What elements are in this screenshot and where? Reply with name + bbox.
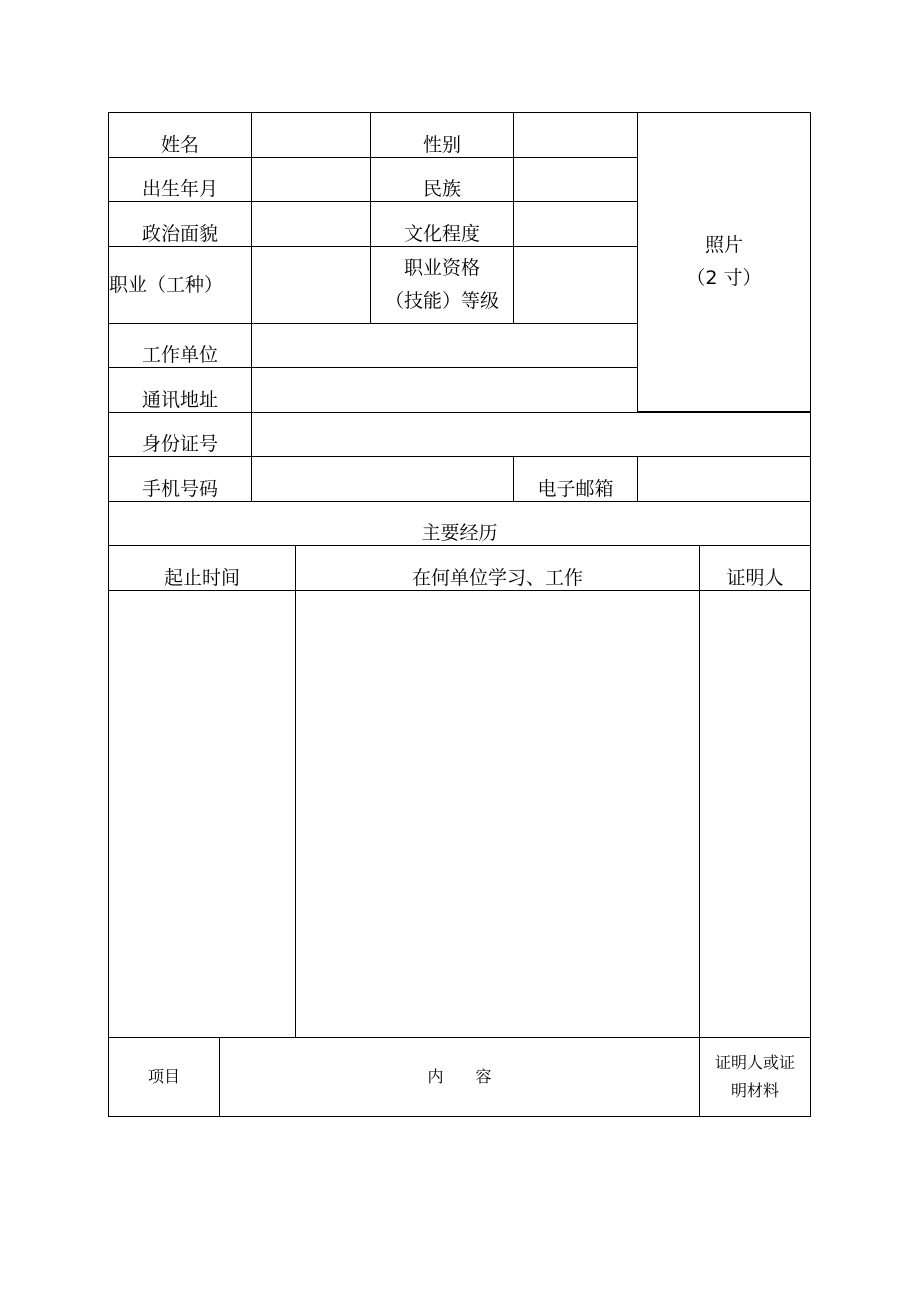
experience-section-title: 主要经历 — [108, 501, 811, 546]
political-label: 政治面貌 — [108, 201, 252, 247]
experience-period-field[interactable] — [108, 590, 296, 1038]
photo-box[interactable] — [637, 112, 811, 412]
email-field[interactable] — [637, 456, 811, 502]
gender-field[interactable] — [513, 112, 638, 158]
name-label: 姓名 — [108, 112, 252, 158]
qualification-label: 职业资格 （技能）等级 — [370, 246, 514, 324]
employer-label: 工作单位 — [108, 323, 252, 368]
address-label: 通讯地址 — [108, 367, 252, 413]
id-label: 身份证号 — [108, 412, 252, 457]
items-header-content: 内 容 — [219, 1037, 700, 1117]
items-header-item: 项目 — [108, 1037, 220, 1117]
experience-header-witness: 证明人 — [699, 545, 811, 591]
photo-size-label: （2 寸） — [686, 267, 762, 289]
political-field[interactable] — [251, 201, 371, 247]
education-field[interactable] — [513, 201, 638, 247]
occupation-label: 职业（工种） — [108, 246, 252, 324]
address-field[interactable] — [251, 367, 638, 413]
experience-header-where: 在何单位学习、工作 — [295, 545, 700, 591]
experience-header-period: 起止时间 — [108, 545, 296, 591]
ethnicity-field[interactable] — [513, 157, 638, 202]
gender-label: 性别 — [370, 112, 514, 158]
phone-field[interactable] — [251, 456, 514, 502]
photo-label: 照片 — [704, 234, 743, 256]
experience-witness-field[interactable] — [699, 590, 811, 1038]
id-field[interactable] — [251, 412, 811, 457]
name-field[interactable] — [251, 112, 371, 158]
birth-field[interactable] — [251, 157, 371, 202]
qualification-field[interactable] — [513, 246, 638, 324]
employer-field[interactable] — [251, 323, 638, 368]
ethnicity-label: 民族 — [370, 157, 514, 202]
email-label: 电子邮箱 — [513, 456, 638, 502]
education-label: 文化程度 — [370, 201, 514, 247]
phone-label: 手机号码 — [108, 456, 252, 502]
occupation-field[interactable] — [251, 246, 371, 324]
birth-label: 出生年月 — [108, 157, 252, 202]
experience-where-field[interactable] — [295, 590, 700, 1038]
items-header-proof: 证明人或证 明材料 — [699, 1037, 811, 1117]
